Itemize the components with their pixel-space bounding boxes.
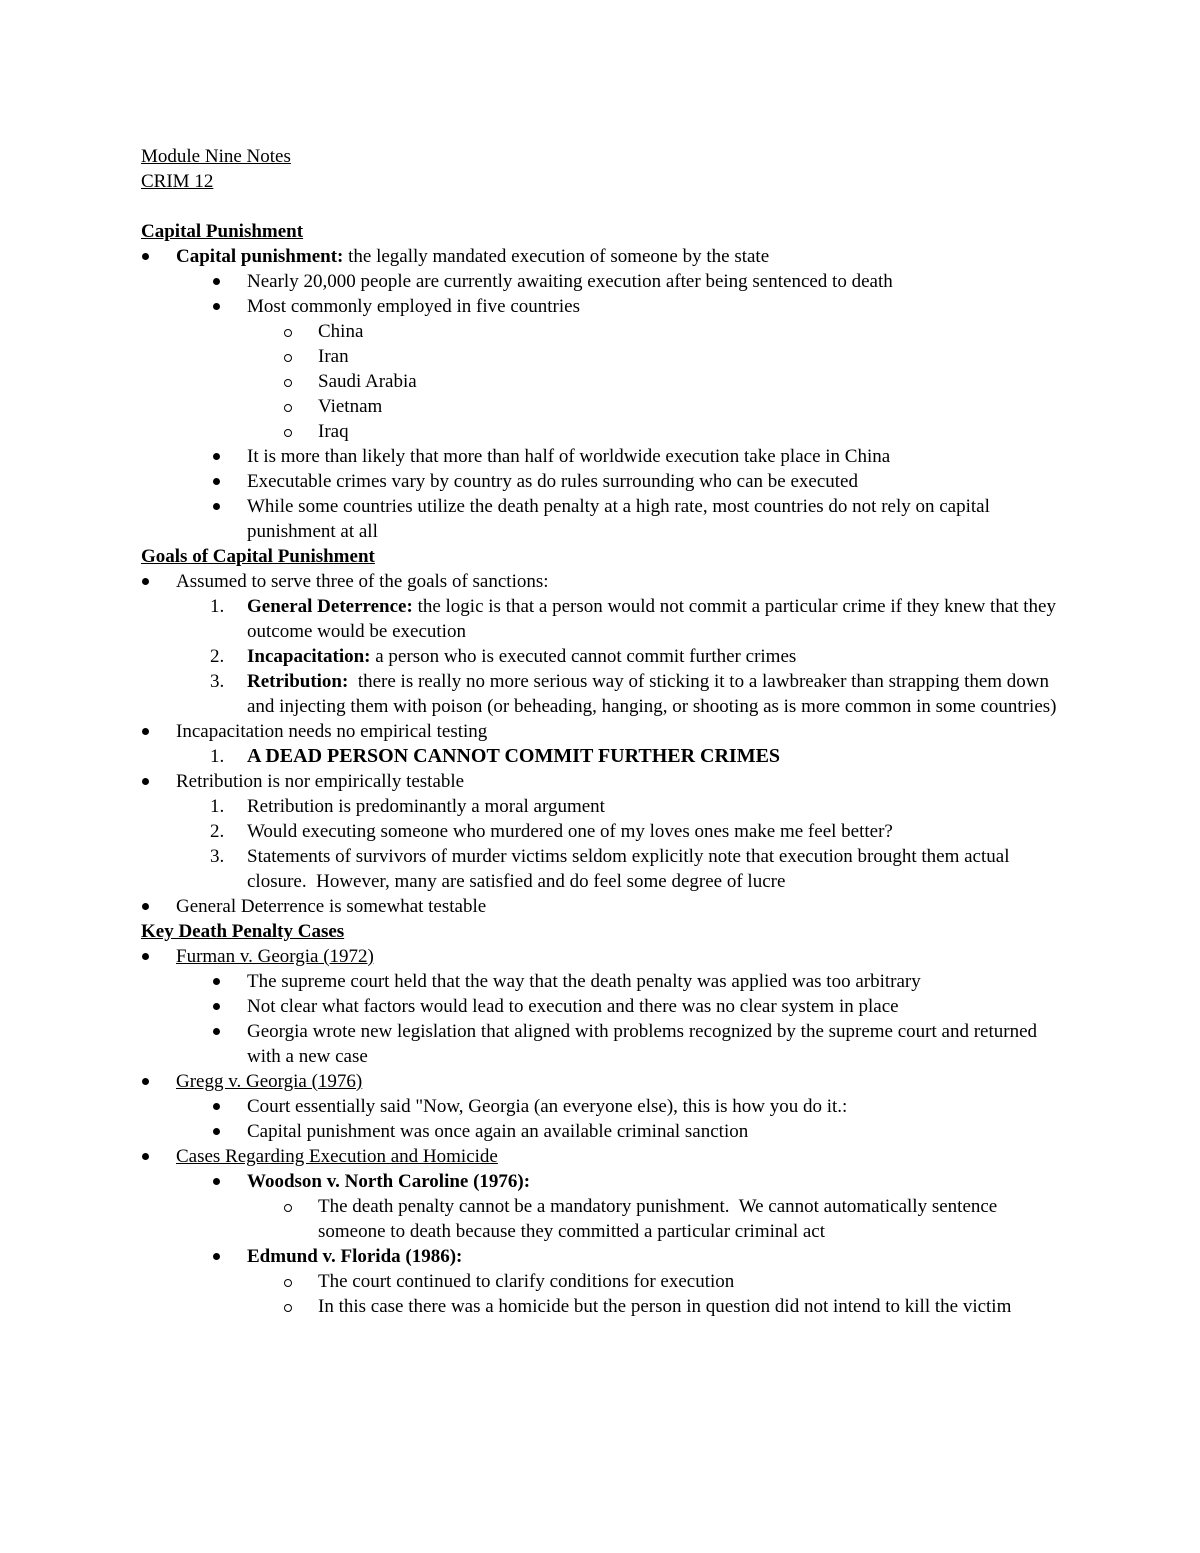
goal-text: the logic is that a person would not commit a particular crime if they knew that they outcome would be execution <box>247 596 1056 642</box>
list-item <box>141 569 1071 594</box>
section-heading-goals: Goals of Capital Punishment <box>141 546 375 567</box>
list-item <box>141 819 1071 844</box>
list-item <box>141 419 1071 444</box>
case-name: Edmund v. Florida (1986): <box>247 1246 463 1267</box>
country-name: China <box>318 321 364 342</box>
list-item <box>141 494 1057 544</box>
list-item <box>141 344 1071 369</box>
list-item <box>141 1244 1071 1269</box>
list-item-text: While some countries utilize the death penalty at a high rate, most countries do not rely on capital punishment at all <box>247 496 990 542</box>
list-item <box>141 369 1071 394</box>
goal-text: a person who is executed cannot commit further crimes <box>370 646 797 667</box>
list-number: 2. <box>210 821 225 842</box>
list-item <box>141 794 1071 819</box>
list-item-text: Nearly 20,000 people are currently awaiting execution after being sentenced to death <box>247 271 893 292</box>
list-item <box>141 744 1071 769</box>
list-item <box>141 669 1065 719</box>
list-item-text: The supreme court held that the way that the death penalty was applied was too arbitrary <box>247 971 921 992</box>
list-item <box>141 269 1071 294</box>
list-item-text: Retribution is predominantly a moral argument <box>247 796 605 817</box>
list-item <box>141 1119 1071 1144</box>
list-item <box>141 769 1071 794</box>
list-item <box>141 319 1071 344</box>
course-code: CRIM 12 <box>141 171 214 192</box>
list-item <box>141 1019 1047 1069</box>
list-item <box>141 1069 1071 1094</box>
list-item <box>141 1169 1071 1194</box>
case-category: Cases Regarding Execution and Homicide <box>176 1146 498 1167</box>
goal-term: Retribution: <box>247 671 349 692</box>
list-number: 1. <box>210 796 225 817</box>
list-item-text: Assumed to serve three of the goals of sanctions: <box>176 571 549 592</box>
list-item <box>141 394 1071 419</box>
list-item-text: Statements of survivors of murder victims seldom explicitly note that execution brought them actual closure. However, many are satisfied and do feel some degree of lucre <box>247 846 1015 892</box>
document-title: Module Nine Notes <box>141 146 291 167</box>
emphasis-statement: A DEAD PERSON CANNOT COMMIT FURTHER CRIMES <box>247 745 781 767</box>
list-item <box>141 294 1071 319</box>
list-item <box>141 1144 1071 1169</box>
list-item-text: Court essentially said "Now, Georgia (an everyone else), this is how you do it.: <box>247 1096 848 1117</box>
list-number: 3. <box>210 846 225 867</box>
list-item-text: Capital punishment was once again an available criminal sanction <box>247 1121 749 1142</box>
list-item <box>141 444 1071 469</box>
goal-term: General Deterrence: <box>247 596 413 617</box>
list-item <box>141 944 1071 969</box>
list-item <box>141 969 1071 994</box>
country-name: Iran <box>318 346 349 367</box>
case-name: Furman v. Georgia (1972) <box>176 946 374 967</box>
list-number: 1. <box>210 746 225 767</box>
country-name: Iraq <box>318 421 349 442</box>
list-item <box>141 719 1071 744</box>
list-item-text: It is more than likely that more than half of worldwide execution take place in China <box>247 446 891 467</box>
section-heading-capital-punishment: Capital Punishment <box>141 221 304 242</box>
section-heading-key-cases: Key Death Penalty Cases <box>141 921 345 942</box>
list-item-text: In this case there was a homicide but the person in question did not intend to kill the victim <box>318 1296 1012 1317</box>
definition-text: the legally mandated execution of someone by the state <box>343 246 770 267</box>
list-number: 1. <box>210 596 225 617</box>
list-item <box>141 894 1071 919</box>
list-item-text: General Deterrence is somewhat testable <box>176 896 487 917</box>
list-item <box>141 1194 1048 1244</box>
list-item-text: Retribution is nor empirically testable <box>176 771 465 792</box>
country-name: Saudi Arabia <box>318 371 417 392</box>
list-item <box>141 244 1071 269</box>
list-item <box>141 994 1071 1019</box>
list-item-text: Georgia wrote new legislation that aligned with problems recognized by the supreme court and returned with a new case <box>247 1021 1038 1067</box>
list-item <box>141 644 1071 669</box>
list-item-text: Most commonly employed in five countries <box>247 296 580 317</box>
list-number: 2. <box>210 646 225 667</box>
list-item-text: Incapacitation needs no empirical testing <box>176 721 488 742</box>
list-item-text: Would executing someone who murdered one of my loves ones make me feel better? <box>247 821 893 842</box>
list-item <box>141 1294 1058 1319</box>
list-item-text: Executable crimes vary by country as do rules surrounding who can be executed <box>247 471 858 492</box>
list-number: 3. <box>210 671 225 692</box>
spacer <box>141 194 1071 219</box>
goal-term: Incapacitation: <box>247 646 371 667</box>
list-item-text: The death penalty cannot be a mandatory punishment. We cannot automatically sentence someone to death because they committed a particular criminal act <box>318 1196 1002 1242</box>
list-item <box>141 469 1071 494</box>
document-page <box>141 144 1071 1319</box>
case-name: Gregg v. Georgia (1976) <box>176 1071 363 1092</box>
case-name: Woodson v. North Caroline (1976): <box>247 1171 531 1192</box>
goal-text: there is really no more serious way of sticking it to a lawbreaker than strapping them down and injecting them with poison (or beheading, hanging, or shooting as is more common in some countries) <box>247 671 1057 717</box>
list-item <box>141 594 1057 644</box>
country-name: Vietnam <box>318 396 383 417</box>
list-item <box>141 844 1059 894</box>
list-item <box>141 1094 1071 1119</box>
list-item <box>141 1269 1071 1294</box>
definition-term: Capital punishment: <box>176 246 344 267</box>
list-item-text: Not clear what factors would lead to execution and there was no clear system in place <box>247 996 899 1017</box>
list-item-text: The court continued to clarify conditions for execution <box>318 1271 735 1292</box>
